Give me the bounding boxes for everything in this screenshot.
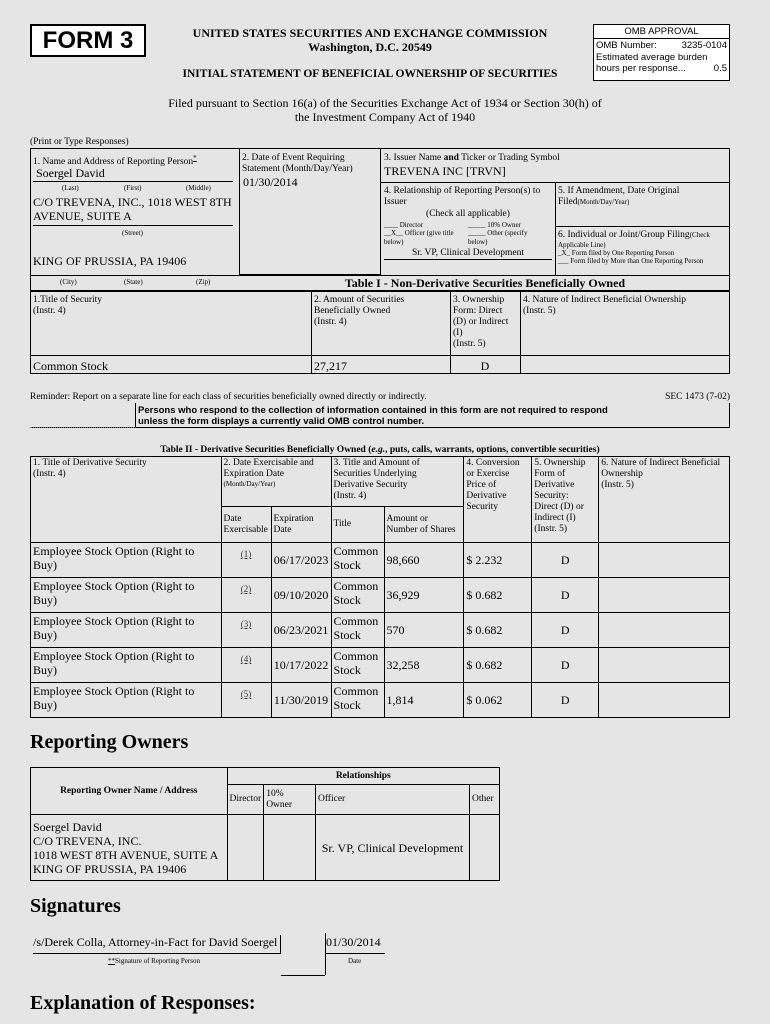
table2-row: [31, 543, 730, 578]
t2-security: Employee Stock Option (Right to Buy): [31, 648, 222, 683]
owner-director-cell: [227, 815, 264, 881]
t2-nature: [599, 613, 730, 648]
middle-label: (Middle): [186, 184, 211, 192]
reporting-owners-table: [30, 767, 500, 881]
t2-h1: 1. Title of Derivative Security (Instr. 4): [31, 457, 222, 543]
t2-title: Common Stock: [331, 613, 384, 648]
t2-expiration: 11/30/2019: [271, 683, 331, 718]
omb-approval-title: OMB APPROVAL: [594, 25, 729, 39]
t2-nature: [599, 648, 730, 683]
explanation-heading: Explanation of Responses:: [30, 992, 256, 1014]
t2-nature: [599, 543, 730, 578]
first-label: (First): [124, 184, 142, 192]
event-date: 01/30/2014: [243, 175, 298, 189]
t2-expiration: 10/17/2022: [271, 648, 331, 683]
officer-title: Sr. VP, Clinical Development: [384, 248, 552, 260]
omb-burden-row: [594, 63, 729, 74]
relationships-header: Relationships: [227, 768, 499, 785]
t2-h3: 3. Title and Amount of Securities Underlying Derivative Security (Instr. 4): [331, 457, 464, 507]
zip-label: (Zip): [196, 278, 211, 286]
owner-officer-cell: Sr. VP, Clinical Development: [315, 815, 469, 881]
box6-label: 6. Individual or Joint/Group Filing(Check Applicable Line) _X_ Form filed by One Reporting Person ___ Form filed by More than One Reporting Person: [558, 230, 710, 265]
city-state-zip: KING OF PRUSSIA, PA 19406: [33, 254, 187, 268]
t2-form: D: [532, 683, 599, 718]
t1-col4-header: 4. Nature of Indirect Beneficial Ownership (Instr. 5): [523, 295, 687, 316]
t2-security: Employee Stock Option (Right to Buy): [31, 543, 222, 578]
agency-location: Washington, D.C. 20549: [308, 40, 432, 54]
filing-one-person[interactable]: _X_ Form filed by One Reporting Person: [558, 249, 675, 257]
reporting-address: [33, 195, 232, 223]
t2-nature: [599, 683, 730, 718]
address-line-1: C/O TREVENA, INC., 1018 WEST 8TH: [33, 195, 232, 209]
t2-expiration: 09/10/2020: [271, 578, 331, 613]
footnote-link[interactable]: (1): [240, 549, 252, 559]
t2-security: Employee Stock Option (Right to Buy): [31, 683, 222, 718]
t2-price: $ 2.232: [464, 543, 532, 578]
footnote-link[interactable]: (3): [240, 619, 252, 629]
t2-expiration: 06/17/2023: [271, 543, 331, 578]
footnote-link[interactable]: (5): [240, 689, 252, 699]
omb-approval-box: [593, 24, 730, 81]
t2-expiration: 06/23/2021: [271, 613, 331, 648]
t2-h4: 4. Conversion or Exercise Price of Derivative Security: [464, 457, 532, 543]
signature-label: **Signature of Reporting Person: [108, 957, 200, 965]
box1-label: 1. Name and Address of Reporting Person*: [33, 154, 197, 168]
t2-sub-exp: Expiration Date: [271, 507, 331, 543]
signature-date: 01/30/2014: [326, 935, 381, 949]
last-label: (Last): [62, 184, 79, 192]
t2-price: $ 0.682: [464, 648, 532, 683]
t2-sub-title: Title: [331, 507, 384, 543]
t1-row-form: D: [480, 359, 490, 373]
t1-col3-header: 3. Ownership Form: Direct (D) or Indirect (I) (Instr. 5): [453, 295, 509, 349]
owner-name-header: Reporting Owner Name / Address: [31, 768, 228, 815]
owner-name-address: Soergel David C/O TREVENA, INC. 1018 WEST 8TH AVENUE, SUITE A KING OF PRUSSIA, PA 19406: [31, 815, 228, 881]
footnote-link[interactable]: (4): [240, 654, 252, 664]
reporting-owners-heading: Reporting Owners: [30, 731, 189, 753]
issuer-name: TREVENA INC [TRVN]: [384, 164, 506, 178]
officer-header: Officer: [315, 785, 469, 815]
t2-amount: 32,258: [384, 648, 464, 683]
table2-row: [31, 648, 730, 683]
t2-security: Employee Stock Option (Right to Buy): [31, 613, 222, 648]
filed-pursuant: [100, 96, 670, 124]
table2-title: Table II - Derivative Securities Beneficially Owned (e.g., puts, calls, warrants, options, convertible securities): [160, 445, 600, 455]
owner-other-cell: [470, 815, 500, 881]
omb-number: 3235-0104: [681, 40, 727, 51]
omb-hours-value: 0.5: [713, 63, 727, 74]
ten-percent-check[interactable]: _____ 10% Owner: [468, 221, 521, 229]
signatures-heading: Signatures: [30, 895, 121, 917]
city-label: (City): [60, 278, 77, 286]
t2-h6: 6. Nature of Indirect Beneficial Ownership (Instr. 5): [599, 457, 730, 543]
omb-notice-box: [30, 403, 730, 428]
table2-row: [31, 613, 730, 648]
sec-code: SEC 1473 (7-02): [665, 392, 730, 402]
omb-notice-line-2: unless the form displays a currently valid OMB control number.: [138, 416, 425, 427]
state-label: (State): [124, 278, 143, 286]
t2-title: Common Stock: [331, 648, 384, 683]
t2-form: D: [532, 578, 599, 613]
check-all-label: (Check all applicable): [426, 209, 510, 219]
t1-col2-header: 2. Amount of Securities Beneficially Owned (Instr. 4): [314, 295, 405, 327]
box4-label: 4. Relationship of Reporting Person(s) to Issuer: [384, 186, 541, 207]
omb-hours-label: hours per response...: [596, 63, 686, 74]
t2-h2: 2. Date Exercisable and Expiration Date (Month/Day/Year): [221, 457, 331, 507]
t2-form: D: [532, 543, 599, 578]
date-label: Date: [348, 957, 362, 965]
filing-more-persons[interactable]: ___ Form filed by More than One Reporting Person: [558, 257, 704, 265]
t2-title: Common Stock: [331, 543, 384, 578]
t2-amount: 570: [384, 613, 464, 648]
t2-h5: 5. Ownership Form of Derivative Security: Direct (D) or Indirect (I) (Instr. 5): [532, 457, 599, 543]
t2-form: D: [532, 613, 599, 648]
signature-value: /s/Derek Colla, Attorney-in-Fact for David Soergel: [33, 935, 281, 953]
reporting-person-name: Soergel David: [36, 166, 105, 180]
t2-price: $ 0.682: [464, 578, 532, 613]
table2: [30, 456, 730, 718]
table2-row: [31, 683, 730, 718]
box3-label: 3. Issuer Name and Ticker or Trading Symbol: [384, 153, 560, 163]
director-header: Director: [227, 785, 264, 815]
t2-price: $ 0.062: [464, 683, 532, 718]
t2-amount: 98,660: [384, 543, 464, 578]
agency-title: [150, 26, 590, 54]
t1-col1-header: 1.Title of Security (Instr. 4): [33, 295, 103, 316]
t2-title: Common Stock: [331, 578, 384, 613]
filed-line-1: Filed pursuant to Section 16(a) of the Securities Exchange Act of 1934 or Section 30(h) of: [168, 96, 602, 110]
table2-row: [31, 578, 730, 613]
t2-amount: 36,929: [384, 578, 464, 613]
filed-line-2: the Investment Company Act of 1940: [294, 110, 476, 124]
t2-form: D: [532, 648, 599, 683]
t2-sub-date: Date Exercisable: [221, 507, 271, 543]
street-label: (Street): [122, 229, 143, 237]
box5-label: 5. If Amendment, Date Original Filed(Month/Day/Year): [558, 186, 680, 207]
form-label: FORM 3: [30, 24, 146, 57]
t1-row-amount: 27,217: [314, 359, 347, 373]
omb-notice-line-1: Persons who respond to the collection of information contained in this form are not required to respond: [138, 405, 608, 416]
t2-price: $ 0.682: [464, 613, 532, 648]
print-note: (Print or Type Responses): [30, 137, 129, 147]
footnote-link[interactable]: (2): [240, 584, 252, 594]
omb-number-row: [594, 39, 729, 52]
omb-number-label: OMB Number:: [596, 40, 657, 51]
t2-sub-amount: Amount or Number of Shares: [384, 507, 464, 543]
table1-title: Table I - Non-Derivative Securities Beneficially Owned: [344, 276, 626, 290]
other-header: Other: [470, 785, 500, 815]
ten-pct-header: 10% Owner: [264, 785, 316, 815]
t2-amount: 1,814: [384, 683, 464, 718]
below-label-2: below): [468, 238, 488, 246]
omb-burden-label: Estimated average burden: [596, 52, 708, 63]
address-line-2: AVENUE, SUITE A: [33, 209, 132, 223]
reminder-text: Reminder: Report on a separate line for each class of securities beneficially owned directly or indirectly.: [30, 392, 427, 402]
agency-name: UNITED STATES SECURITIES AND EXCHANGE COMMISSION: [192, 26, 548, 40]
owner-ten-pct-cell: [264, 815, 316, 881]
t1-row-title: Common Stock: [33, 359, 109, 373]
other-check[interactable]: _____ Other (specify: [468, 229, 528, 237]
box2-label: 2. Date of Event Requiring Statement (Month/Day/Year): [242, 153, 353, 174]
t2-security: Employee Stock Option (Right to Buy): [31, 578, 222, 613]
t2-title: Common Stock: [331, 683, 384, 718]
officer-check[interactable]: __X__ Officer (give title: [384, 229, 454, 237]
below-label-1: below): [384, 238, 404, 246]
t2-nature: [599, 578, 730, 613]
director-check[interactable]: ____ Director: [384, 221, 424, 229]
statement-title: INITIAL STATEMENT OF BENEFICIAL OWNERSHIP OF SECURITIES: [182, 68, 558, 80]
